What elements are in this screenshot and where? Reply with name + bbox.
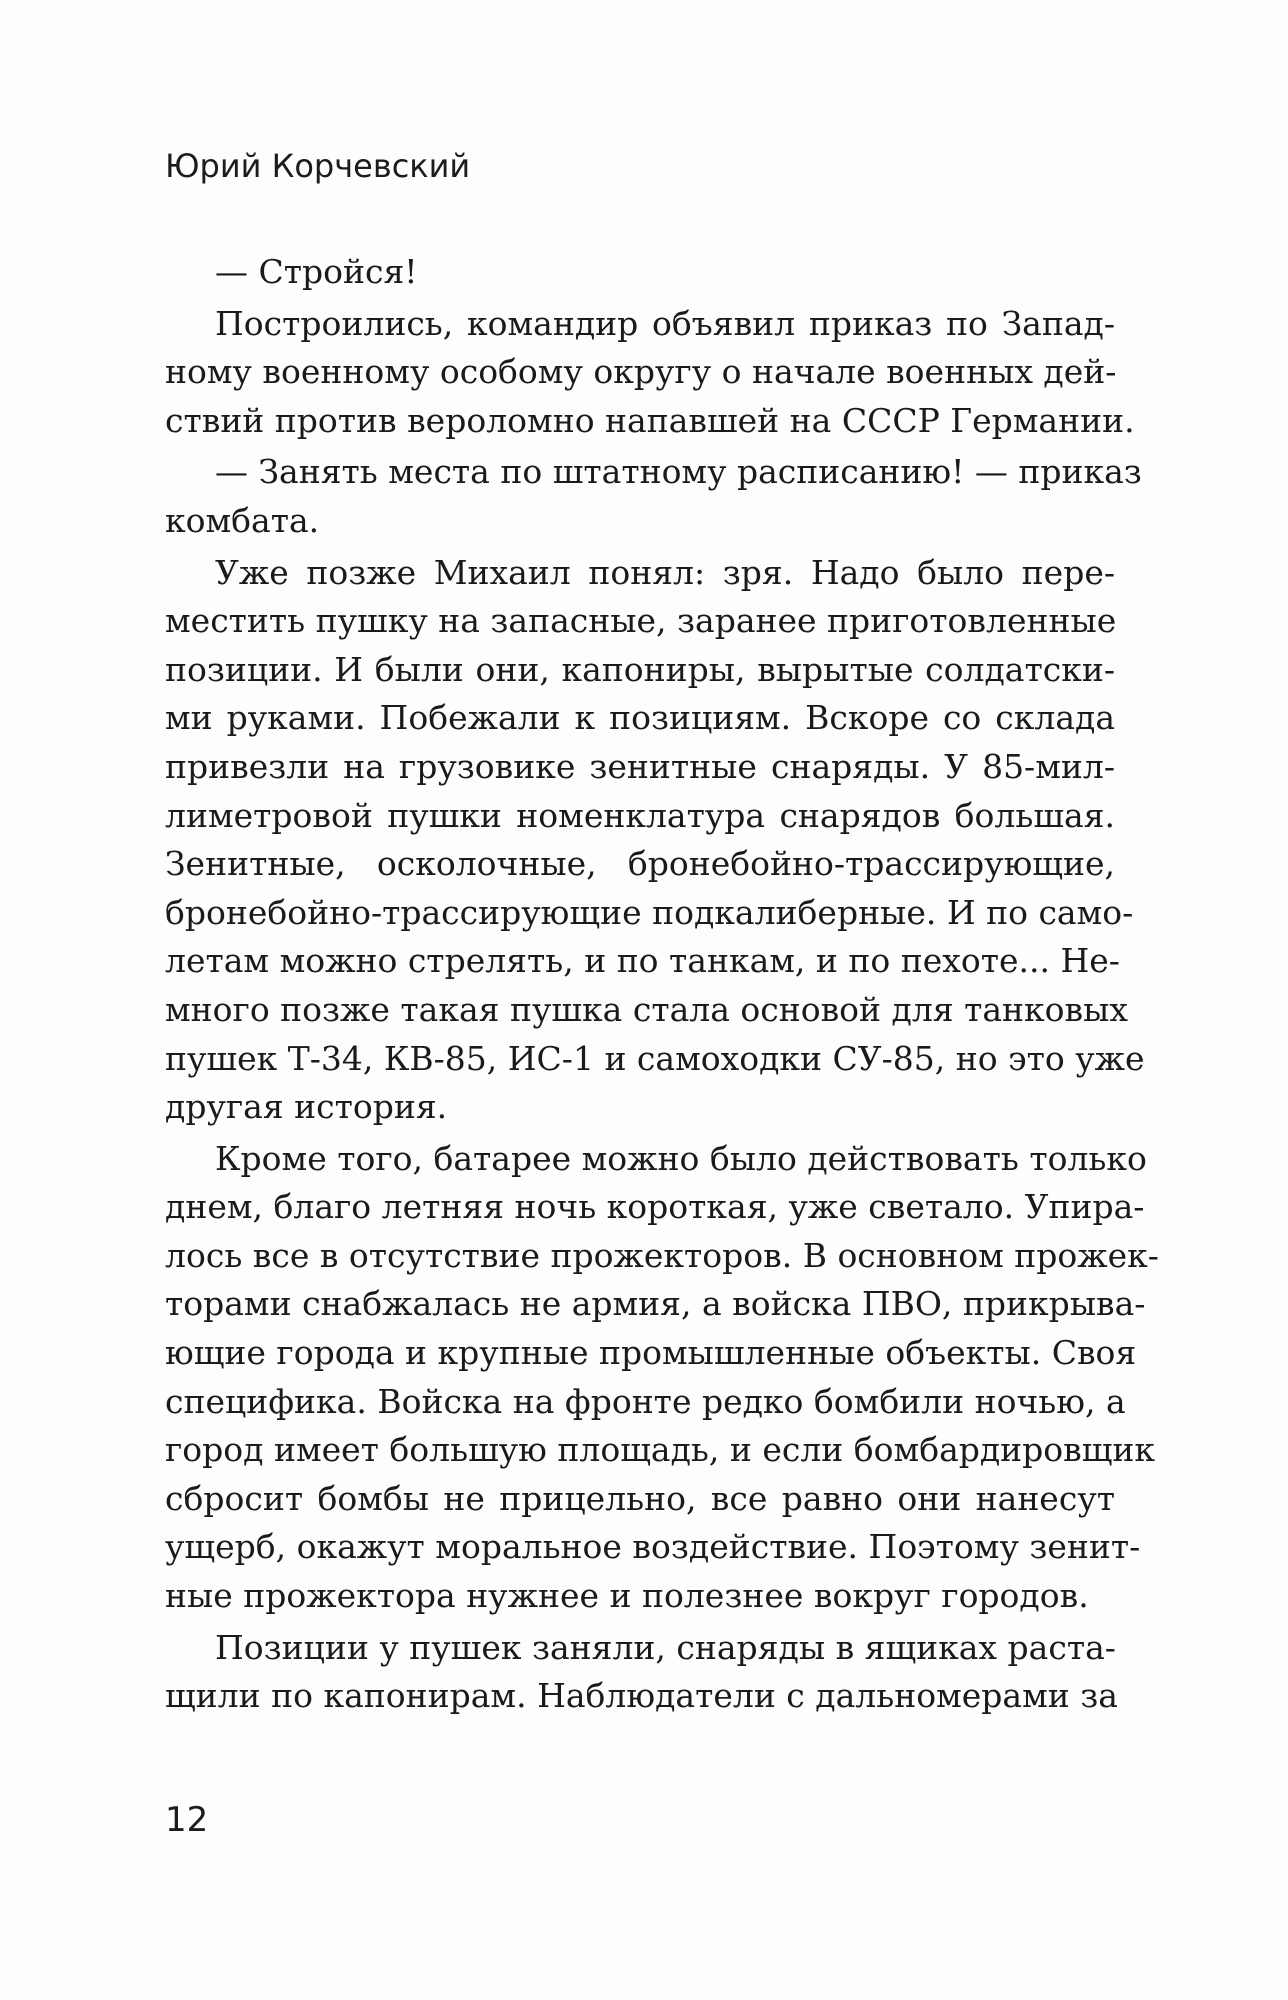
text-line: много позже такая пушка стала основой для танковых xyxy=(165,989,1128,1029)
text-line: щили по капонирам. Наблюдатели с дальномерами за xyxy=(165,1676,1118,1716)
text-line: Уже позже Михаил понял: зря. Надо было пере- xyxy=(215,552,1115,592)
text-line: торами снабжалась не армия, а войска ПВО, прикрыва- xyxy=(165,1284,1146,1324)
text-line: Построились, командир объявил приказ по Запад- xyxy=(215,303,1115,343)
paragraph xyxy=(165,448,1142,545)
text-line: специфика. Войска на фронте редко бомбили ночью, а xyxy=(165,1381,1126,1421)
page-number: 12 xyxy=(165,1800,209,1840)
text-line: позиции. И были они, капониры, вырытые солдатски- xyxy=(165,649,1115,689)
text-line: — Стройся! xyxy=(215,252,418,291)
text-line: лось все в отсутствие прожекторов. В основном прожек- xyxy=(165,1235,1159,1275)
text-line: город имеет большую площадь, и если бомбардировщик xyxy=(165,1430,1156,1470)
text-line: Позиции у пушек заняли, снаряды в ящиках раста- xyxy=(215,1627,1116,1667)
text-line: бронебойно-трассирующие подкалиберные. И по само- xyxy=(165,892,1134,932)
text-line: пушек Т-34, КВ-85, ИС-1 и самоходки СУ-85, но это уже xyxy=(165,1038,1145,1078)
running-head-author: Юрий Корчевский xyxy=(165,147,471,185)
text-line: Зенитные, осколочные, бронебойно-трассирующие, xyxy=(165,844,1115,884)
text-line: днем, благо летняя ночь короткая, уже светало. Упира- xyxy=(165,1187,1145,1227)
text-line: Кроме того, батарее можно было действовать только xyxy=(215,1138,1147,1178)
text-line: привезли на грузовике зенитные снаряды. У 85-мил- xyxy=(165,746,1115,786)
paragraph xyxy=(165,300,1135,446)
body-text xyxy=(165,248,1159,1721)
paragraph xyxy=(165,1135,1159,1621)
text-line: ствий против вероломно напавшей на СССР Германии. xyxy=(165,400,1135,440)
text-line: ющие города и крупные промышленные объекты. Своя xyxy=(165,1333,1137,1373)
text-line: лиметровой пушки номенклатура снарядов большая. xyxy=(165,795,1115,835)
paragraph xyxy=(165,1624,1118,1721)
text-line: ные прожектора нужнее и полезнее вокруг городов. xyxy=(165,1576,1089,1616)
text-line: ми руками. Побежали к позициям. Вскоре со склада xyxy=(165,698,1115,738)
text-line: летам можно стрелять, и по танкам, и по пехоте... Не- xyxy=(165,941,1120,981)
text-line: комбата. xyxy=(165,500,320,540)
paragraph xyxy=(165,248,1115,297)
text-line: местить пушку на запасные, заранее приготовленные xyxy=(165,601,1117,641)
text-line: — Занять места по штатному расписанию! — приказ xyxy=(215,452,1142,492)
text-line: ущерб, окажут моральное воздействие. Поэтому зенит- xyxy=(165,1527,1141,1567)
paragraph xyxy=(165,549,1145,1132)
text-line: другая история. xyxy=(165,1087,448,1127)
text-line: ному военному особому округу о начале военных дей- xyxy=(165,352,1117,392)
text-line: сбросит бомбы не прицельно, все равно они нанесут xyxy=(165,1478,1115,1518)
